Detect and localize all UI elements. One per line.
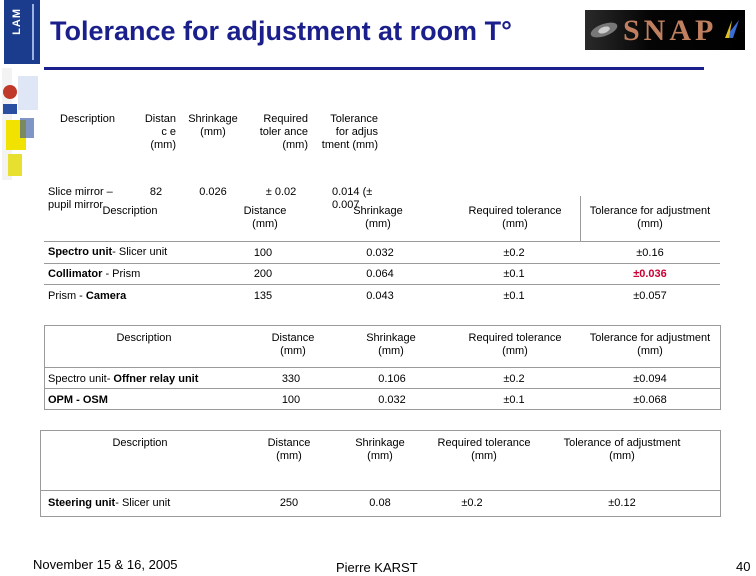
bg-row-tolerance: 0.014 (± 0.007 — [332, 186, 373, 211]
cnrs-logo-icon — [0, 68, 44, 180]
t2-header-description: Description — [116, 332, 172, 344]
t2-header-tolerance: Tolerance for adjustment (mm) — [589, 332, 711, 357]
bg-header-shrinkage: Shrinkage (mm) — [188, 113, 238, 138]
t1-r2-distance: 200 — [253, 268, 273, 280]
bg-header-description: Description — [60, 113, 116, 125]
t2-r1-shrinkage: 0.106 — [378, 373, 406, 385]
table-row: Spectro unit- Slicer unit — [48, 246, 168, 258]
t3-rule — [40, 490, 720, 491]
t2-bottom-rule — [44, 409, 720, 410]
logo-strip — [0, 0, 44, 190]
page-number: 40 — [736, 559, 751, 574]
t2-r2-shrinkage: 0.032 — [378, 394, 406, 406]
page-title: Tolerance for adjustment at room T° — [50, 16, 512, 46]
t3-header-shrinkage: Shrinkage (mm) — [355, 437, 405, 462]
table-row: Steering unit- Slicer unit — [48, 497, 171, 509]
t2-r2-tolerance: ±0.068 — [633, 394, 667, 406]
bg-row-required: ± 0.02 — [265, 186, 297, 198]
t1-r2-tolerance: ±0.036 — [633, 268, 667, 280]
table-row: Spectro unit- Offner relay unit — [48, 373, 199, 385]
snap-logo-text: SNAP — [623, 14, 718, 47]
t1-r1-distance: 100 — [253, 247, 273, 259]
table-row: Prism - Camera — [48, 290, 127, 302]
t2-right-rule — [720, 325, 721, 410]
footer-date: November 15 & 16, 2005 — [33, 557, 178, 572]
title-underline — [44, 67, 704, 70]
t1-r1-required: ±0.2 — [503, 247, 525, 259]
t3-r1-required: ±0.2 — [461, 497, 483, 509]
bg-row-distance: 82 — [149, 186, 163, 198]
lam-logo: LAM — [4, 0, 40, 64]
t1-r3-distance: 135 — [253, 290, 273, 302]
t2-r1-required: ±0.2 — [503, 373, 525, 385]
t1-r3-shrinkage: 0.043 — [366, 290, 394, 302]
t2-rule — [44, 388, 720, 389]
bg-header-distance: Distan c e (mm) — [144, 113, 176, 151]
t2-top-rule — [44, 325, 720, 326]
t3-left-rule — [40, 430, 41, 517]
t1-rule — [44, 263, 720, 264]
t3-r1-distance: 250 — [279, 497, 299, 509]
table-row: Collimator - Prism — [48, 268, 141, 280]
t1-r3-tolerance: ±0.057 — [633, 290, 667, 302]
t3-r1-tolerance: ±0.12 — [608, 497, 636, 509]
bg-row-description: Slice mirror – pupil mirror — [48, 186, 113, 211]
t1-header-tolerance: Tolerance for adjustment (mm) — [589, 205, 711, 230]
t2-r1-distance: 330 — [281, 373, 301, 385]
footer-author: Pierre KARST — [336, 560, 418, 575]
table-row: OPM - OSM — [48, 394, 108, 406]
galaxy-icon — [587, 14, 621, 46]
t3-header-tolerance: Tolerance of adjustment (mm) — [563, 437, 681, 462]
t2-header-required: Required tolerance (mm) — [468, 332, 562, 357]
snap-logo — [585, 10, 745, 50]
t3-bottom-rule — [40, 516, 720, 517]
t1-r1-shrinkage: 0.032 — [366, 247, 394, 259]
bg-header-tolerance: Tolerance for adjus tment (mm) — [321, 113, 378, 151]
t2-r2-distance: 100 — [281, 394, 301, 406]
t2-r1-tolerance: ±0.094 — [633, 373, 667, 385]
t2-header-shrinkage: Shrinkage (mm) — [366, 332, 416, 357]
t3-r1-shrinkage: 0.08 — [369, 497, 391, 509]
t3-top-rule — [40, 430, 720, 431]
rainbow-star-icon — [723, 18, 741, 40]
t3-right-rule — [720, 430, 721, 517]
t1-header-shrinkage: Shrinkage (mm) — [353, 205, 403, 230]
t1-r3-required: ±0.1 — [503, 290, 525, 302]
t1-r2-shrinkage: 0.064 — [366, 268, 394, 280]
t1-header-description: Description — [102, 205, 158, 217]
t2-r2-required: ±0.1 — [503, 394, 525, 406]
t1-rule — [44, 284, 720, 285]
t3-header-description: Description — [112, 437, 168, 449]
t1-header-distance: Distance (mm) — [243, 205, 287, 230]
bg-row-shrinkage: 0.026 — [199, 186, 227, 198]
bg-header-required: Required toler ance (mm) — [259, 113, 308, 151]
t1-vrule — [580, 196, 581, 241]
t2-rule — [44, 367, 720, 368]
t3-header-distance: Distance (mm) — [267, 437, 311, 462]
t1-rule — [44, 241, 720, 242]
t1-header-required: Required tolerance (mm) — [468, 205, 562, 230]
t3-header-required: Required tolerance (mm) — [437, 437, 531, 462]
t1-r1-tolerance: ±0.16 — [636, 247, 664, 259]
t1-r2-required: ±0.1 — [503, 268, 525, 280]
t2-header-distance: Distance (mm) — [271, 332, 315, 357]
